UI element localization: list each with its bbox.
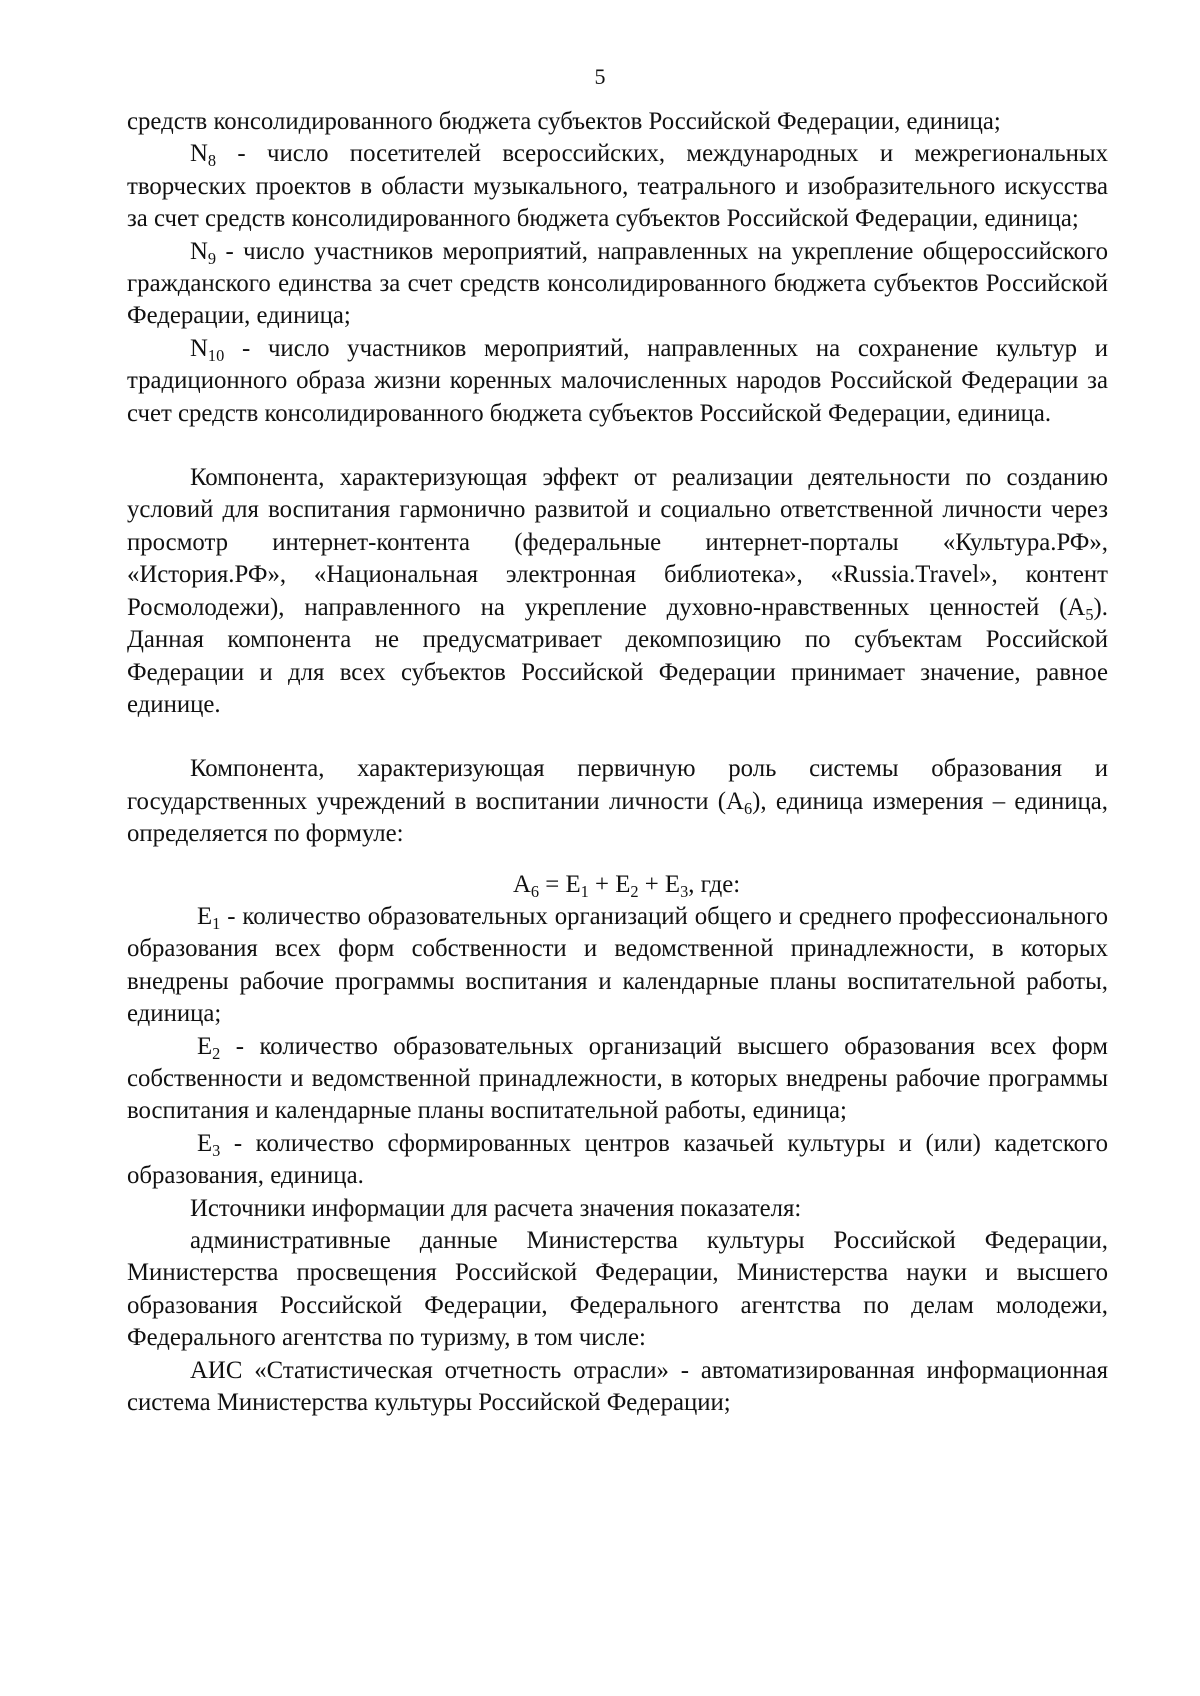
definition-e1: [127, 901, 1108, 1031]
definition-text: - количество образовательных организаций высшего образования всех форм собственности и ведомственной принадлежности, в которых внедрены рабочие программы воспитания и календарные планы воспитательной работы, единица;: [127, 1032, 1108, 1125]
document-body: [127, 106, 1108, 1419]
formula-term: = Е: [539, 870, 581, 898]
sources-paragraph: [127, 1225, 1108, 1355]
component-a6-paragraph: [127, 753, 1108, 850]
variable: N: [190, 237, 208, 265]
paragraph-text: ). Данная компонента не предусматривает декомпозицию по субъектам Российской Федерации и для всех субъектов Российской Федерации принимает значение, равное единице.: [127, 593, 1108, 718]
definition-e2: [127, 1031, 1108, 1128]
variable-subscript: 9: [207, 248, 217, 268]
variable-subscript: 10: [207, 346, 225, 366]
definition-e3: [127, 1128, 1108, 1193]
definition-n10: [127, 333, 1108, 430]
variable-subscript: 8: [207, 151, 217, 171]
paragraph-text: АИС «Статистическая отчетность отрасли» - автоматизированная информационная система Министерства культуры Российской Федерации;: [127, 1356, 1108, 1417]
variable: N: [190, 140, 208, 168]
variable: N: [190, 334, 208, 362]
formula-subscript: 1: [580, 881, 589, 901]
formula-subscript: 6: [530, 881, 540, 901]
formula-subscript: 3: [680, 881, 689, 901]
variable-subscript: 2: [212, 1043, 221, 1063]
paragraph-text: Компонента, характеризующая эффект от реализации деятельности по созданию условий для воспитания гармонично развитой и социально ответственной личности через просмотр интернет-контента (федеральные интернет-порталы «Культура.РФ», «История.РФ», «Национальная электронная библиотека», «Russia.Travel», контент Росмолодежи), направленного на укрепление духовно-нравственных ценностей (А: [127, 464, 1108, 621]
sources-ais-paragraph: [127, 1355, 1108, 1420]
component-a5-paragraph: [127, 462, 1108, 721]
formula: [127, 869, 1108, 901]
definition-text: - число посетителей всероссийских, международных и межрегиональных творческих проектов в области музыкального, театрального и изобразительного искусства за счет средств консолидированного бюджета субъектов Российской Федерации, единица;: [127, 140, 1108, 233]
variable: Е: [197, 1129, 213, 1157]
page-number: 5: [594, 64, 606, 89]
formula-term: А: [513, 870, 531, 898]
formula-term: + Е: [638, 870, 681, 898]
definition-text: - число участников мероприятий, направленных на сохранение культур и традиционного образа жизни коренных малочисленных народов Российской Федерации за счет средств консолидированного бюджета субъектов Российской Федерации, единица.: [127, 334, 1108, 427]
paragraph-text: средств консолидированного бюджета субъектов Российской Федерации, единица;: [127, 108, 1001, 135]
definition-n8: [127, 138, 1108, 235]
formula-term: , где:: [688, 870, 741, 898]
definition-text: - количество образовательных организаций общего и среднего профессионального образования всех форм собственности и ведомственной принадлежности, в которых внедрены рабочие программы воспитания и календарные планы воспитательной работы, единица;: [127, 902, 1108, 1028]
variable: Е: [197, 902, 213, 930]
variable: Е: [197, 1032, 213, 1060]
definition-n9: [127, 236, 1108, 333]
variable-subscript: 1: [212, 914, 221, 934]
paragraph: [127, 106, 1108, 138]
variable-subscript: 5: [1085, 604, 1094, 624]
formula-subscript: 2: [630, 881, 639, 901]
definition-text: - число участников мероприятий, направленных на укрепление общероссийского гражданского единства за счет средств консолидированного бюджета субъектов Российской Федерации, единица;: [127, 237, 1108, 330]
variable-subscript: 6: [743, 798, 753, 818]
paragraph-text: административные данные Министерства культуры Российской Федерации, Министерства просвещения Российской Федерации, Министерства науки и высшего образования Российской Федерации, Федерального агентства по делам молодежи, Федерального агентства по туризму, в том числе:: [127, 1227, 1108, 1352]
paragraph-text: ), единица измерения – единица, определяется по формуле:: [127, 787, 1108, 848]
variable-subscript: 3: [212, 1141, 221, 1161]
formula-term: + Е: [588, 870, 631, 898]
paragraph-text: Источники информации для расчета значения показателя:: [190, 1194, 802, 1222]
sources-heading: [127, 1193, 1108, 1225]
definition-text: - количество сформированных центров казачьей культуры и (или) кадетского образования, единица.: [127, 1129, 1108, 1190]
paragraph-text: Компонента, характеризующая первичную роль системы образования и государственных учреждений в воспитании личности (А: [127, 755, 1108, 815]
